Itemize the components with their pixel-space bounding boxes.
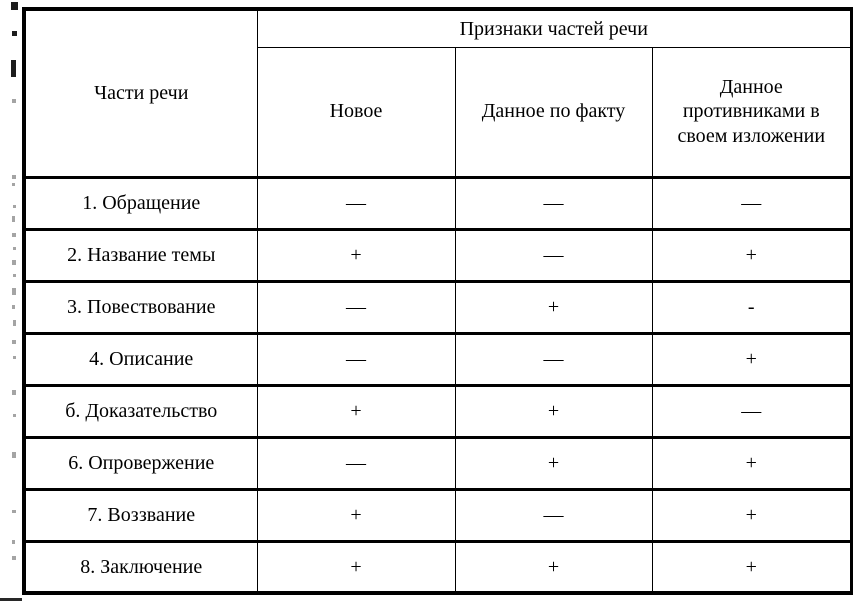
row-label: 8. Заключение [24,541,257,593]
header-col-given-by-fact: Данное по факту [455,47,652,177]
cell-mark: — [257,437,455,489]
header-parts-of-speech: Части речи [24,9,257,177]
row-label: 6. Опровержение [24,437,257,489]
cell-mark: + [257,489,455,541]
header-group-features: Признаки частей речи [257,9,852,47]
cell-mark: — [257,281,455,333]
cell-mark: — [257,333,455,385]
table-row [24,177,852,229]
cell-mark: — [455,489,652,541]
table-row [24,281,852,333]
cell-mark: + [455,437,652,489]
row-label: 1. Обращение [24,177,257,229]
header-row-group [24,9,852,47]
row-label: 4. Описание [24,333,257,385]
table-row [24,229,852,281]
cell-mark: + [652,489,852,541]
row-label: б. Доказательство [24,385,257,437]
cell-mark: + [652,437,852,489]
cell-mark: — [455,229,652,281]
cell-mark: + [257,541,455,593]
row-label: 7. Воззвание [24,489,257,541]
cell-mark: + [455,385,652,437]
cell-mark: + [455,541,652,593]
table-row [24,489,852,541]
cell-mark: + [257,229,455,281]
cell-mark: + [652,229,852,281]
parts-of-speech-table [22,7,853,595]
scan-artifacts [0,0,22,606]
header-col-new: Новое [257,47,455,177]
cell-mark: — [652,177,852,229]
table-row [24,541,852,593]
cell-mark: - [652,281,852,333]
cell-mark: + [652,541,852,593]
cell-mark: + [257,385,455,437]
table-row [24,385,852,437]
header-col-given-by-opponents: Данное противниками в своем изложении [652,47,852,177]
cell-mark: — [257,177,455,229]
cell-mark: — [455,177,652,229]
row-label: 2. Название темы [24,229,257,281]
table-row [24,333,852,385]
cell-mark: + [652,333,852,385]
cell-mark: — [652,385,852,437]
table-row [24,437,852,489]
row-label: 3. Повествование [24,281,257,333]
grammar-table-container [22,7,850,595]
cell-mark: — [455,333,652,385]
cell-mark: + [455,281,652,333]
